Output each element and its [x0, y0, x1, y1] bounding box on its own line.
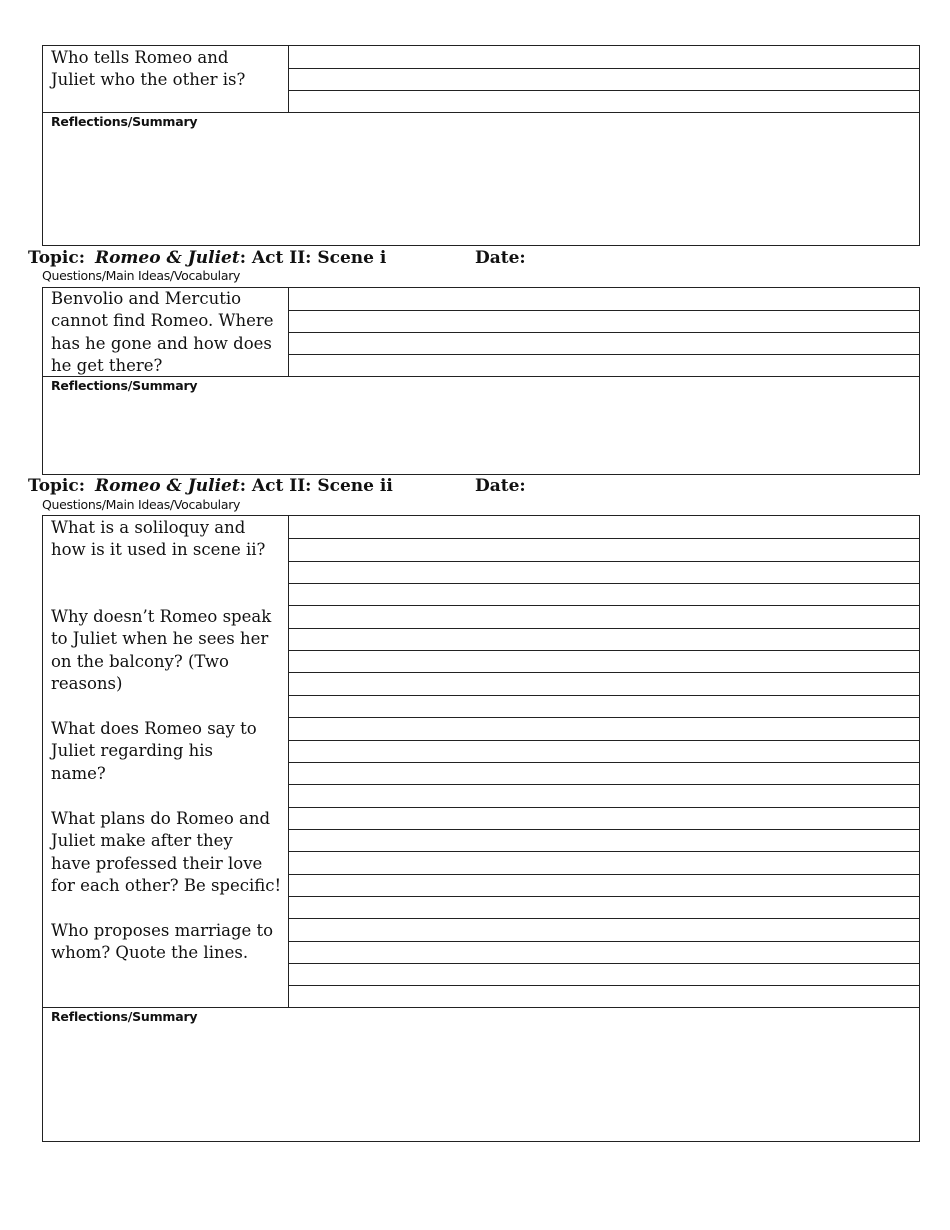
answer-line[interactable] [289, 628, 919, 629]
answer-line[interactable] [289, 717, 919, 718]
reflections-label: Reflections/Summary [51, 1009, 198, 1024]
topic-prefix: Topic: [28, 476, 86, 496]
answer-line[interactable] [289, 672, 919, 673]
answer-line[interactable] [289, 896, 919, 897]
answer-line[interactable] [289, 784, 919, 785]
answer-line[interactable] [289, 650, 919, 651]
topic-act-scene: : Act II: Scene ii [239, 476, 393, 496]
question-text: Benvolio and Mercutio cannot find Romeo. Where has he gone and how does he get there? [51, 289, 274, 376]
question-table-scene-ii [42, 515, 920, 1008]
question-text: What plans do Romeo and Juliet make after they have professed their love for each other? Be specific! [51, 809, 282, 896]
date-label: Date: [475, 476, 526, 496]
answer-line[interactable] [289, 851, 919, 852]
reflections-box[interactable] [42, 112, 920, 246]
topic-act-scene: : Act II: Scene i [239, 248, 387, 268]
answer-line[interactable] [289, 941, 919, 942]
answer-line[interactable] [289, 90, 919, 91]
answer-line[interactable] [289, 740, 919, 741]
answer-line[interactable] [289, 874, 919, 875]
answer-line[interactable] [289, 985, 919, 986]
reflections-label: Reflections/Summary [51, 378, 198, 393]
answer-line[interactable] [289, 68, 919, 69]
answer-line[interactable] [289, 605, 919, 606]
answer-line[interactable] [289, 695, 919, 696]
question-table-scene-prev [42, 45, 920, 113]
answer-line[interactable] [289, 538, 919, 539]
column-subheader: Questions/Main Ideas/Vocabulary [42, 497, 241, 512]
answer-line[interactable] [289, 583, 919, 584]
answer-line[interactable] [289, 310, 919, 311]
topic-heading-scene-ii [28, 476, 393, 496]
column-subheader: Questions/Main Ideas/Vocabulary [42, 268, 241, 283]
answer-line[interactable] [289, 762, 919, 763]
answer-line[interactable] [289, 918, 919, 919]
answer-line[interactable] [289, 807, 919, 808]
topic-heading-scene-i [28, 248, 386, 268]
question-text: What does Romeo say to Juliet regarding his name? [51, 719, 257, 783]
date-label: Date: [475, 248, 526, 268]
reflections-box[interactable] [42, 1007, 920, 1142]
question-column [43, 516, 289, 1007]
answer-line[interactable] [289, 829, 919, 830]
question-text: Who proposes marriage to whom? Quote the lines. [51, 921, 274, 963]
question-text: Why doesn’t Romeo speak to Juliet when he sees her on the balcony? (Two reasons) [51, 607, 272, 694]
answer-line[interactable] [289, 963, 919, 964]
topic-prefix: Topic: [28, 248, 86, 268]
question-table-scene-i [42, 287, 920, 377]
answer-line[interactable] [289, 561, 919, 562]
reflections-label: Reflections/Summary [51, 114, 198, 129]
question-column [43, 288, 289, 376]
question-column [43, 46, 289, 112]
answer-line[interactable] [289, 332, 919, 333]
answer-line[interactable] [289, 354, 919, 355]
question-text: What is a soliloquy and how is it used in scene ii? [51, 518, 266, 560]
topic-play-title: Romeo & Juliet [94, 476, 240, 496]
question-text: Who tells Romeo and Juliet who the other is? [51, 48, 246, 90]
reflections-box[interactable] [42, 376, 920, 475]
topic-play-title: Romeo & Juliet [94, 248, 240, 268]
